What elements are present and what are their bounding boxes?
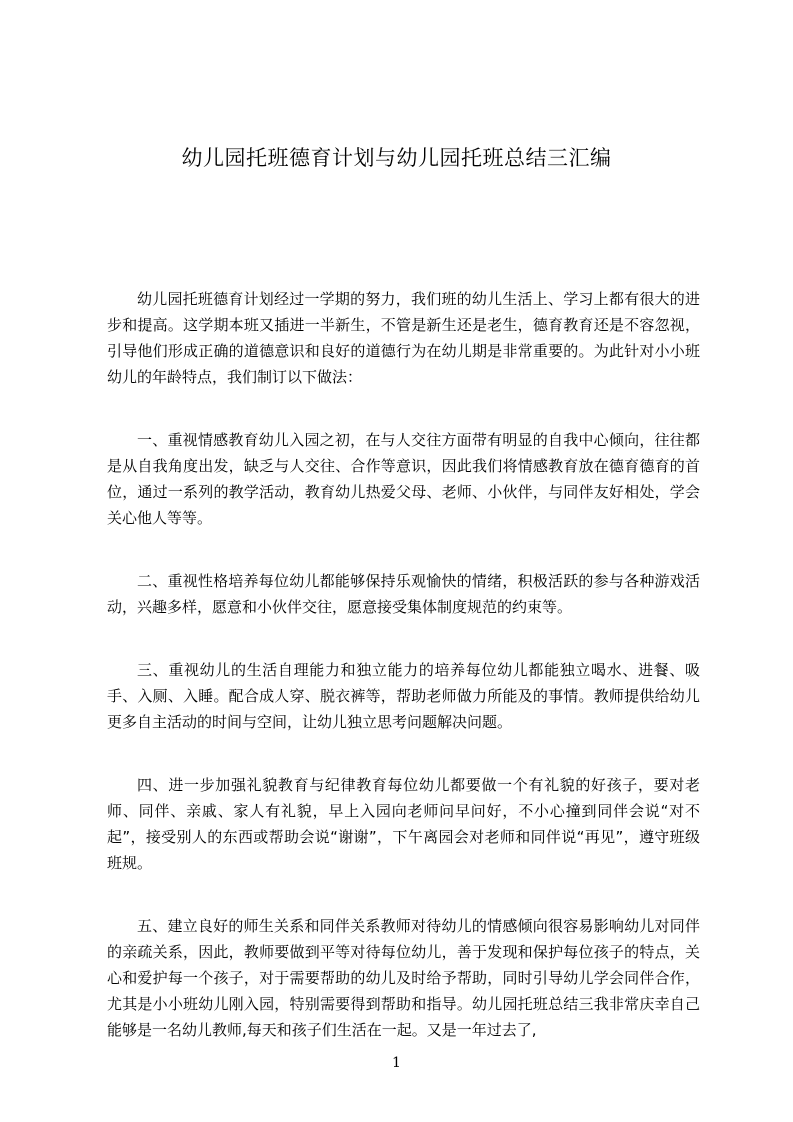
page-number: 1 bbox=[392, 1055, 401, 1071]
document-body bbox=[107, 286, 700, 1080]
document-title: 幼儿园托班德育计划与幼儿园托班总结三汇编 bbox=[181, 146, 612, 170]
intro-paragraph: 幼儿园托班德育计划经过一学期的努力，我们班的幼儿生活上、学习上都有很大的进步和提高。这学期本班又插进一半新生，不管是新生还是老生，德育教育还是不容忽视，引导他们形成正确的道德意识和良好的道德行为在幼儿期是非常重要的。为此针对小小班幼儿的年龄特点，我们制订以下做法： bbox=[107, 290, 700, 386]
section-2-paragraph: 二、重视性格培养每位幼儿都能够保持乐观愉快的情绪，积极活跃的参与各种游戏活动，兴趣多样，愿意和小伙伴交往，愿意接受集体制度规范的约束等。 bbox=[107, 572, 700, 616]
section-5-paragraph: 五、建立良好的师生关系和同伴关系教师对待幼儿的情感倾向很容易影响幼儿对同伴的亲疏关系，因此，教师要做到平等对待每位幼儿，善于发现和保护每位孩子的特点，关心和爱护每一个孩子，对于需要帮助的幼儿及时给予帮助，同时引导幼儿学会同伴合作，尤其是小小班幼儿刚入园，特别需要得到帮助和指导。幼儿园托班总结三我非常庆幸自己能够是一名幼儿教师,每天和孩子们生活在一起。又是一年过去了, bbox=[107, 917, 700, 1039]
section-3-paragraph: 三、重视幼儿的生活自理能力和独立能力的培养每位幼儿都能独立喝水、进餐、吸手、入厕、入睡。配合成人穿、脱衣裤等，帮助老师做力所能及的事情。教师提供给幼儿更多自主活动的时间与空间，让幼儿独立思考问题解决问题。 bbox=[107, 661, 700, 731]
section-4-paragraph: 四、进一步加强礼貌教育与纪律教育每位幼儿都要做一个有礼貌的好孩子，要对老师、同伴、亲戚、家人有礼貌，早上入园向老师问早问好，不小心撞到同伴会说“对不起”，接受别人的东西或帮助会说“谢谢”，下午离园会对老师和同伴说“再见”，遵守班级班规。 bbox=[107, 776, 700, 872]
section-1-paragraph: 一、重视情感教育幼儿入园之初，在与人交往方面带有明显的自我中心倾向，往往都是从自我角度出发，缺乏与人交往、合作等意识，因此我们将情感教育放在德育德育的首位，通过一系列的教学活动，教育幼儿热爱父母、老师、小伙伴，与同伴友好相处，学会关心他人等等。 bbox=[107, 431, 700, 527]
